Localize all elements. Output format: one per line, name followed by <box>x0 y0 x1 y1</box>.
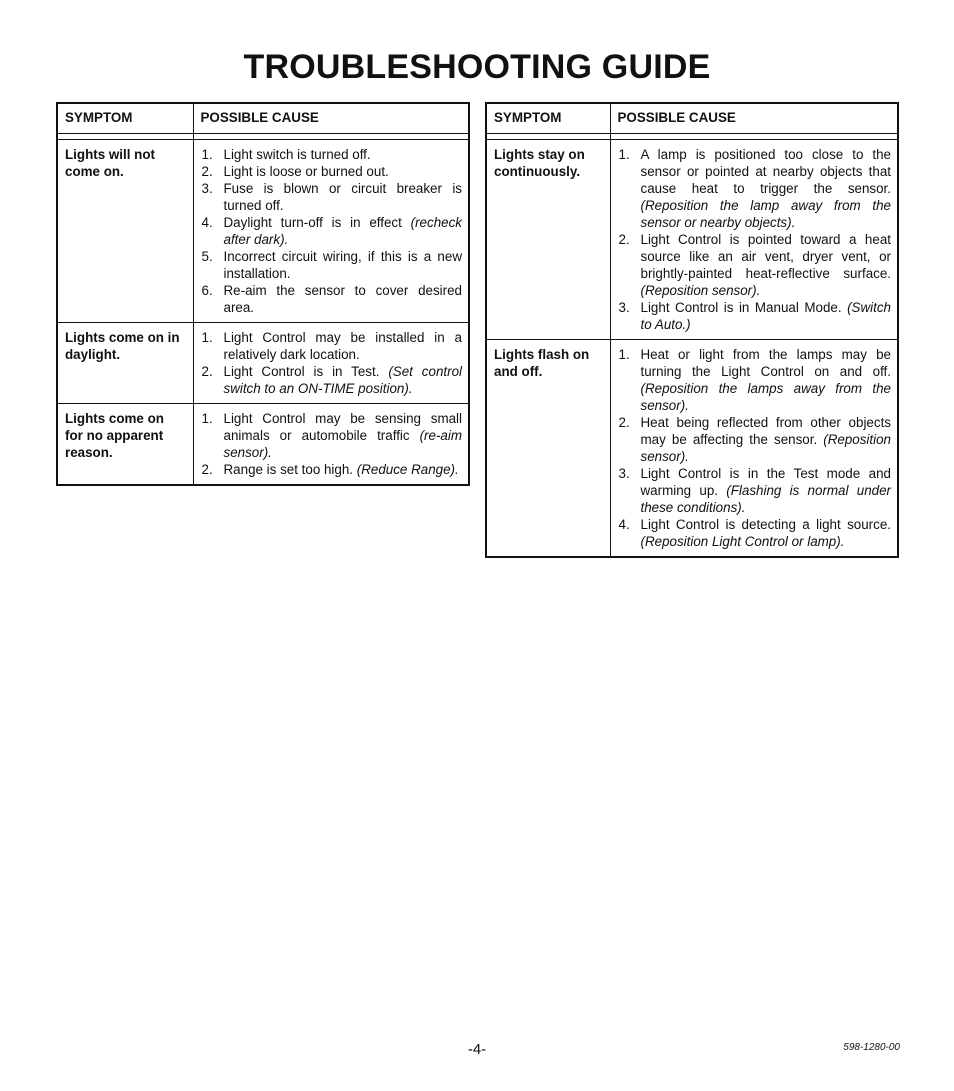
cause-list <box>202 410 463 478</box>
cause-remedy-note: (re-aim sensor). <box>223 428 462 460</box>
cause-item <box>202 410 463 461</box>
symptom-header: SYMPTOM <box>57 103 193 134</box>
cause-remedy-note: (Reduce Range). <box>356 462 459 477</box>
cause-number: 1. <box>201 411 213 426</box>
cause-remedy-note: (Reposition Light Control or lamp). <box>640 534 845 549</box>
cause-item <box>619 231 892 299</box>
cause-text: Heat or light from the lamps may be turning the Light Control on and off. <box>640 347 891 379</box>
table-row <box>57 404 469 486</box>
cause-remedy-note: (Reposition the lamp away from the sensor or nearby objects). <box>640 198 891 230</box>
cause-item <box>202 214 463 248</box>
cause-item <box>202 329 463 363</box>
symptom-cell: Lights come on in daylight. <box>57 323 193 404</box>
table-body <box>486 134 898 558</box>
cause-list <box>202 329 463 397</box>
cause-text: Light Control is detecting a light source. <box>640 517 891 532</box>
cause-remedy-note: (recheck after dark). <box>223 215 462 247</box>
possible-cause-header: POSSIBLE CAUSE <box>193 103 469 134</box>
cause-text: Range is set too high. <box>223 462 357 477</box>
page-title: TROUBLESHOOTING GUIDE <box>243 48 711 86</box>
cause-remedy-note: (Reposition the lamps away from the sensor). <box>640 381 891 413</box>
cause-number: 1. <box>201 147 213 162</box>
symptom-header: SYMPTOM <box>486 103 610 134</box>
symptom-cell: Lights will not come on. <box>57 140 193 323</box>
cause-number: 5. <box>201 249 213 264</box>
cause-item <box>619 299 892 333</box>
cause-number: 1. <box>201 330 213 345</box>
cause-item <box>202 248 463 282</box>
table-row <box>57 140 469 323</box>
cause-item <box>619 146 892 231</box>
troubleshooting-table-left <box>56 102 470 486</box>
document-code: 598-1280-00 <box>843 1042 900 1053</box>
cause-number: 4. <box>201 215 213 230</box>
cause-remedy-note: (Flashing is normal under these conditions). <box>640 483 891 515</box>
symptom-cell: Lights come on for no apparent reason. <box>57 404 193 486</box>
possible-cause-cell <box>610 140 898 340</box>
cause-item <box>619 414 892 465</box>
cause-item <box>202 363 463 397</box>
table-header-row <box>486 103 898 134</box>
cause-text: Light Control may be sensing small animals or automobile traffic <box>223 411 462 443</box>
cause-number: 3. <box>201 181 213 196</box>
cause-number: 2. <box>201 364 213 379</box>
cause-text: Incorrect circuit wiring, if this is a new installation. <box>223 249 462 281</box>
cause-item <box>619 346 892 414</box>
cause-item <box>202 282 463 316</box>
cause-remedy-note: (Set control switch to an ON-TIME position). <box>223 364 462 396</box>
cause-text: Light Control is pointed toward a heat source like an air vent, dryer vent, or brightly-painted heat-reflective surface. <box>640 232 891 281</box>
cause-text: A lamp is positioned too close to the sensor or pointed at nearby objects that cause heat to trigger the sensor. <box>640 147 891 196</box>
cause-item <box>202 461 463 478</box>
table-row <box>486 140 898 340</box>
cause-text: Light switch is turned off. <box>223 147 371 162</box>
cause-item <box>202 146 463 163</box>
table-row <box>57 323 469 404</box>
cause-item <box>619 465 892 516</box>
cause-item <box>202 163 463 180</box>
cause-text: Daylight turn-off is in effect <box>223 215 411 230</box>
possible-cause-cell <box>193 323 469 404</box>
page-number: -4- <box>467 1041 487 1058</box>
cause-list <box>619 346 892 550</box>
cause-number: 3. <box>618 466 630 481</box>
cause-number: 6. <box>201 283 213 298</box>
cause-text: Fuse is blown or circuit breaker is turned off. <box>223 181 462 213</box>
cause-number: 3. <box>618 300 630 315</box>
cause-text: Heat being reflected from other objects may be affecting the sensor. <box>640 415 891 447</box>
cause-text: Re-aim the sensor to cover desired area. <box>223 283 462 315</box>
cause-list <box>202 146 463 316</box>
table-row <box>486 340 898 558</box>
cause-number: 1. <box>618 147 630 162</box>
cause-number: 4. <box>618 517 630 532</box>
cause-item <box>619 516 892 550</box>
cause-text: Light Control is in Test. <box>223 364 389 379</box>
symptom-cell: Lights stay on continuously. <box>486 140 610 340</box>
cause-number: 2. <box>201 164 213 179</box>
cause-text: Light Control may be installed in a relatively dark location. <box>223 330 462 362</box>
symptom-cell: Lights flash on and off. <box>486 340 610 558</box>
cause-number: 1. <box>618 347 630 362</box>
cause-text: Light Control is in the Test mode and warming up. <box>640 466 891 498</box>
cause-remedy-note: (Switch to Auto.) <box>640 300 891 332</box>
possible-cause-header: POSSIBLE CAUSE <box>610 103 898 134</box>
cause-list <box>619 146 892 333</box>
cause-remedy-note: (Reposition sensor). <box>640 432 891 464</box>
possible-cause-cell <box>610 340 898 558</box>
cause-item <box>202 180 463 214</box>
table-header-row <box>57 103 469 134</box>
cause-remedy-note: (Reposition sensor). <box>640 283 761 298</box>
cause-text: Light Control is in Manual Mode. <box>640 300 848 315</box>
cause-text: Light is loose or burned out. <box>223 164 389 179</box>
possible-cause-cell <box>193 404 469 486</box>
table-body <box>57 134 469 486</box>
cause-number: 2. <box>618 415 630 430</box>
cause-number: 2. <box>618 232 630 247</box>
troubleshooting-table-right <box>485 102 899 558</box>
cause-number: 2. <box>201 462 213 477</box>
possible-cause-cell <box>193 140 469 323</box>
